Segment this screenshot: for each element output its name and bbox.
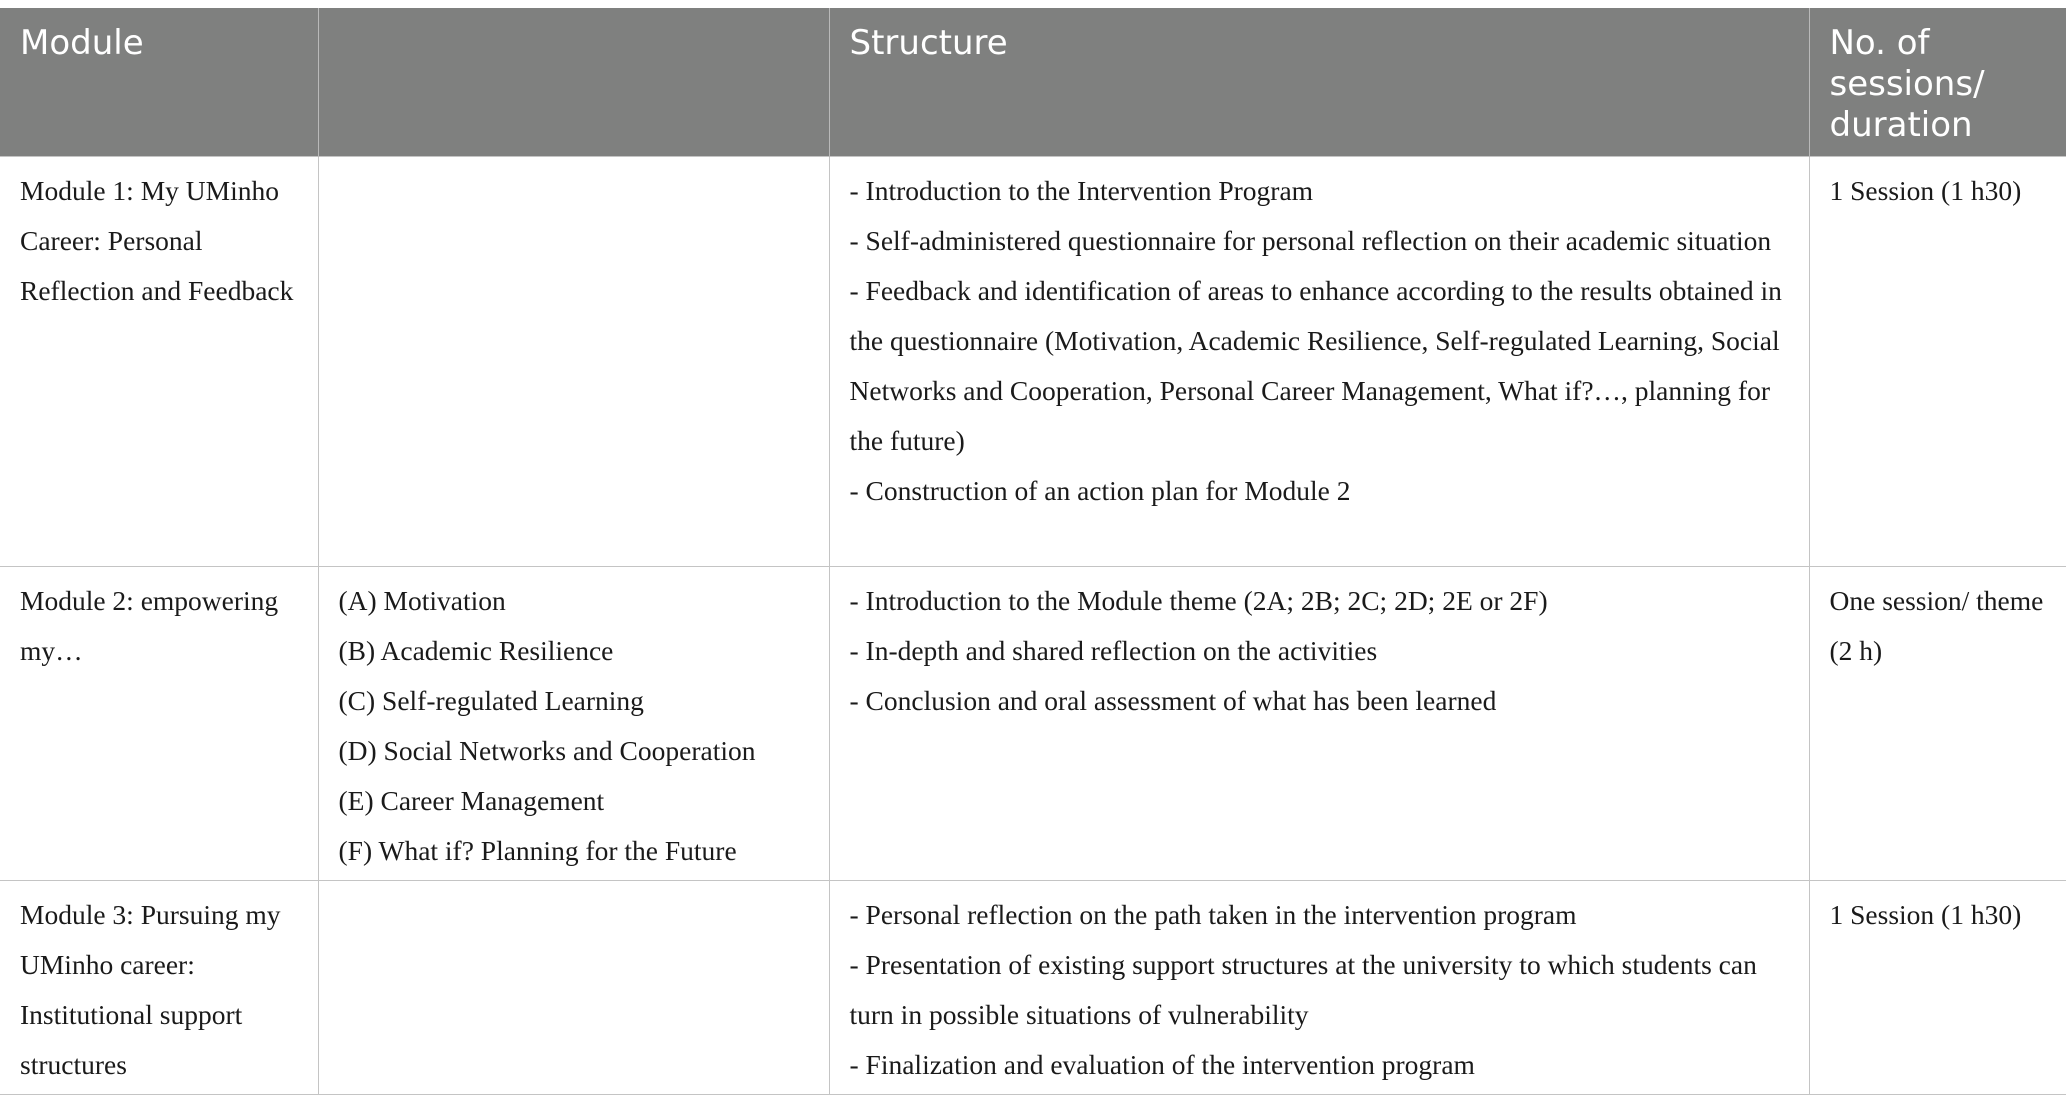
header-structure: Structure bbox=[829, 8, 1809, 157]
structure-cell bbox=[829, 157, 1809, 567]
structure-item: - Finalization and evaluation of the intervention program bbox=[849, 1049, 1475, 1080]
duration-cell: 1 Session (1 h30) bbox=[1809, 881, 2066, 1095]
structure-cell bbox=[829, 567, 1809, 881]
table-header bbox=[0, 8, 2066, 157]
themes-cell bbox=[318, 157, 829, 567]
table-row bbox=[0, 157, 2066, 567]
theme-item: (C) Self-regulated Learning bbox=[338, 685, 644, 716]
module-cell: Module 1: My UMinho Career: Personal Reflection and Feedback bbox=[0, 157, 318, 567]
header-module: Module bbox=[0, 8, 318, 157]
header-themes bbox=[318, 8, 829, 157]
structure-item: - Introduction to the Module theme (2A; 2B; 2C; 2D; 2E or 2F) bbox=[849, 585, 1548, 616]
structure-item: - Conclusion and oral assessment of what has been learned bbox=[849, 685, 1497, 716]
theme-item: (F) What if? Planning for the Future bbox=[338, 835, 737, 866]
themes-cell bbox=[318, 881, 829, 1095]
structure-item: - Presentation of existing support structures at the university to which students can turn in possible situations of vulnerability bbox=[849, 949, 1757, 1030]
header-row bbox=[0, 8, 2066, 157]
theme-item: (D) Social Networks and Cooperation bbox=[338, 735, 756, 766]
module-cell: Module 2: empowering my… bbox=[0, 567, 318, 881]
theme-item: (A) Motivation bbox=[338, 585, 506, 616]
theme-item: (E) Career Management bbox=[338, 785, 605, 816]
header-duration: No. of sessions/ duration bbox=[1809, 8, 2066, 157]
duration-cell: One session/ theme (2 h) bbox=[1809, 567, 2066, 881]
duration-cell: 1 Session (1 h30) bbox=[1809, 157, 2066, 567]
structure-item: - Introduction to the Intervention Program bbox=[849, 175, 1314, 206]
theme-item: (B) Academic Resilience bbox=[338, 635, 614, 666]
structure-item: - Personal reflection on the path taken in the intervention program bbox=[849, 899, 1577, 930]
themes-cell bbox=[318, 567, 829, 881]
structure-cell bbox=[829, 881, 1809, 1095]
modules-table bbox=[0, 8, 2066, 1095]
table-row bbox=[0, 881, 2066, 1095]
structure-item: - Self-administered questionnaire for personal reflection on their academic situation bbox=[849, 225, 1772, 256]
structure-item: - In-depth and shared reflection on the activities bbox=[849, 635, 1378, 666]
structure-item: - Feedback and identification of areas to enhance according to the results obtained in the questionnaire (Motivation, Academic Resilience, Self-regulated Learning, Social Networks and Cooperation, Personal Career Management, What if?…, planning for the future) bbox=[849, 275, 1782, 456]
module-cell: Module 3: Pursuing my UMinho career: Institutional support structures bbox=[0, 881, 318, 1095]
table-row bbox=[0, 567, 2066, 881]
structure-item: - Construction of an action plan for Module 2 bbox=[849, 475, 1351, 506]
